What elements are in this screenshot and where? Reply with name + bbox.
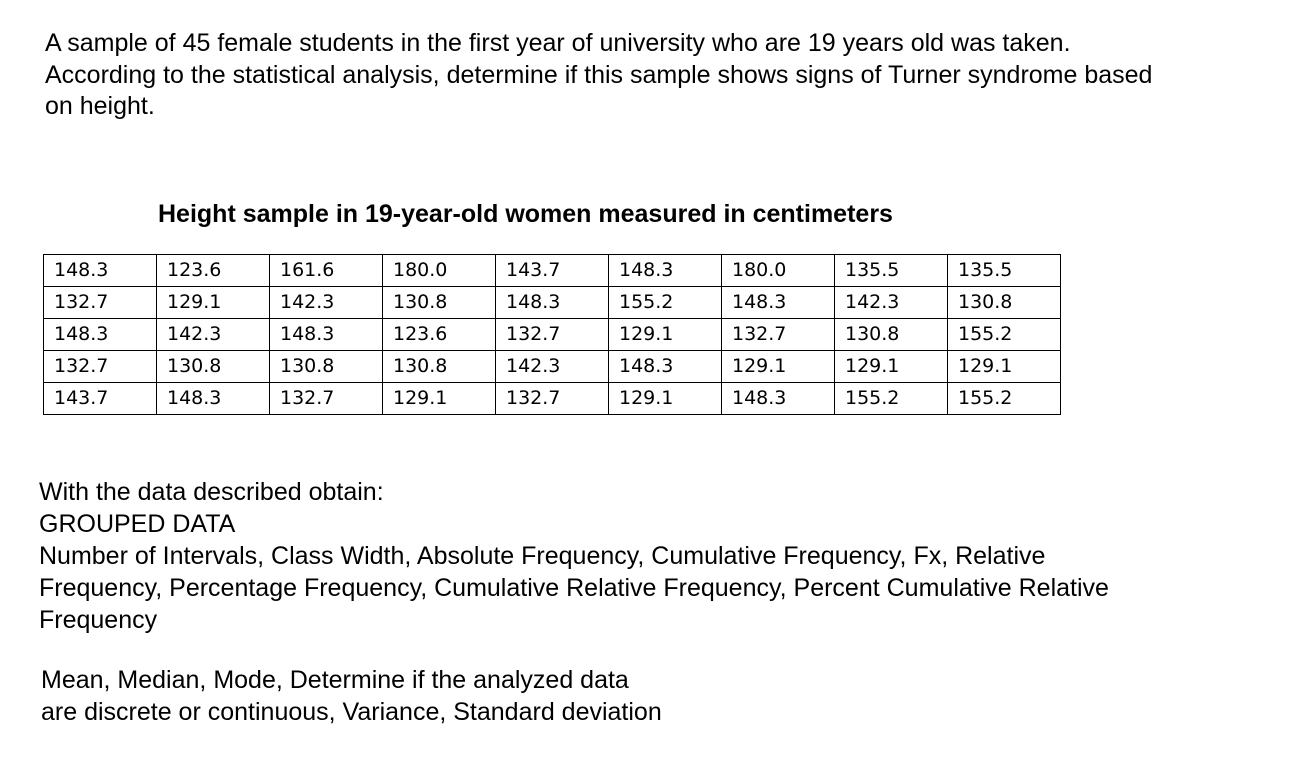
height-data-table: [43, 254, 1061, 415]
task-line: Frequency: [39, 606, 158, 634]
table-cell: 132.7: [44, 287, 157, 319]
table-cell: 129.1: [722, 351, 835, 383]
table-cell: 148.3: [609, 255, 722, 287]
table-cell: 129.1: [157, 287, 270, 319]
task-heading: GROUPED DATA: [39, 510, 236, 538]
table-cell: 148.3: [722, 383, 835, 415]
table-cell: 143.7: [44, 383, 157, 415]
table-cell: 123.6: [383, 319, 496, 351]
table-cell: 132.7: [496, 319, 609, 351]
table-cell: 130.8: [270, 351, 383, 383]
task-line: Mean, Median, Mode, Determine if the analyzed data: [41, 666, 629, 694]
table-row: [44, 383, 1061, 415]
table-cell: 148.3: [270, 319, 383, 351]
table-cell: 143.7: [496, 255, 609, 287]
table-cell: 123.6: [157, 255, 270, 287]
table-cell: 135.5: [948, 255, 1061, 287]
table-cell: 132.7: [44, 351, 157, 383]
intro-line: According to the statistical analysis, determine if this sample shows signs of Turner syndrome based: [45, 60, 1153, 89]
table-cell: 129.1: [383, 383, 496, 415]
table-cell: 130.8: [383, 351, 496, 383]
table-cell: 130.8: [157, 351, 270, 383]
table-cell: 135.5: [835, 255, 948, 287]
table-cell: 155.2: [948, 319, 1061, 351]
table-cell: 129.1: [835, 351, 948, 383]
table-cell: 161.6: [270, 255, 383, 287]
table-cell: 132.7: [270, 383, 383, 415]
task-list-grouped: [39, 476, 1279, 636]
intro-line: A sample of 45 female students in the first year of university who are 19 years old was taken.: [45, 29, 1071, 57]
table-row: [44, 255, 1061, 287]
intro-line: on height.: [45, 92, 155, 120]
task-intro: With the data described obtain:: [39, 478, 384, 506]
table-cell: 180.0: [722, 255, 835, 287]
table-row: [44, 319, 1061, 351]
table-cell: 148.3: [609, 351, 722, 383]
table-cell: 130.8: [835, 319, 948, 351]
table-row: [44, 351, 1061, 383]
task-list-measures: [41, 664, 662, 728]
table-cell: 148.3: [496, 287, 609, 319]
table-cell: 129.1: [609, 383, 722, 415]
table-cell: 130.8: [948, 287, 1061, 319]
table-row: [44, 287, 1061, 319]
table-cell: 129.1: [609, 319, 722, 351]
table-cell: 155.2: [609, 287, 722, 319]
task-line: Number of Intervals, Class Width, Absolute Frequency, Cumulative Frequency, Fx, Relative: [39, 542, 1046, 570]
table-cell: 155.2: [835, 383, 948, 415]
table-cell: 148.3: [44, 319, 157, 351]
table-cell: 132.7: [722, 319, 835, 351]
table-cell: 155.2: [948, 383, 1061, 415]
task-line: are discrete or continuous, Variance, Standard deviation: [41, 698, 662, 726]
problem-statement: [45, 28, 1285, 123]
table-cell: 142.3: [496, 351, 609, 383]
table-cell: 142.3: [157, 319, 270, 351]
table-cell: 129.1: [948, 351, 1061, 383]
table-cell: 142.3: [270, 287, 383, 319]
table-cell: 148.3: [157, 383, 270, 415]
table-cell: 148.3: [722, 287, 835, 319]
table-cell: 180.0: [383, 255, 496, 287]
table-cell: 142.3: [835, 287, 948, 319]
table-cell: 132.7: [496, 383, 609, 415]
task-line: Frequency, Percentage Frequency, Cumulative Relative Frequency, Percent Cumulative Relative: [39, 574, 1109, 602]
table-title: Height sample in 19-year-old women measured in centimeters: [158, 200, 893, 228]
table-cell: 148.3: [44, 255, 157, 287]
table-cell: 130.8: [383, 287, 496, 319]
